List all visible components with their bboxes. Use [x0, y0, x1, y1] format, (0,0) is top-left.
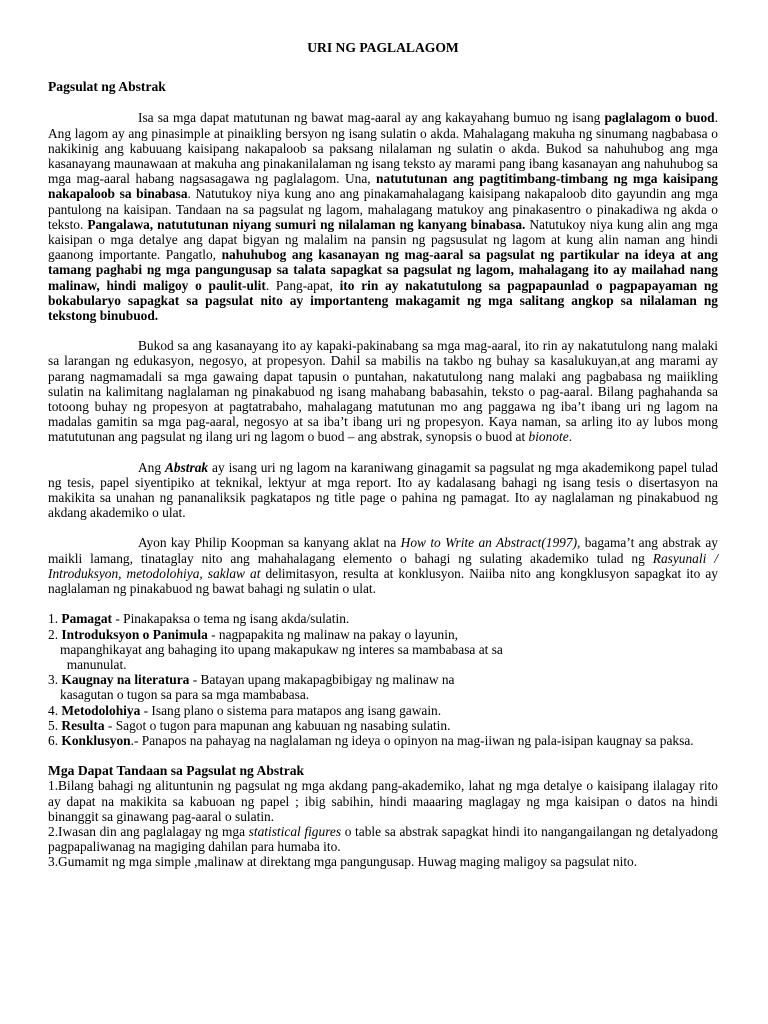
text-run: 2.Iwasan din ang paglalagay ng mga [48, 823, 249, 839]
list-number: 6. [48, 732, 59, 748]
list-term: Kaugnay na literatura [61, 672, 190, 688]
list-desc: - Isang plano o sistema para matapos ang isang gawain. [140, 702, 442, 718]
section-heading: Pagsulat ng Abstrak [48, 79, 166, 95]
text-run: Natutukoy niya kung alin ang mga kaisipan o mga detalye ang dapat bigyan ng malalim na pansin ng pagsusulat ng lagom at kung alin naman ang hindi gaanong importante. Pangatlo, [48, 216, 719, 263]
text-run-italic: statistical figures [248, 823, 342, 839]
list-item-continuation: kasagutan o tugon sa para sa mga mambabasa. [60, 687, 310, 703]
text-run: . Natutukoy niya kung ano ang pinakamahalagang kaisipang nakapaloob dito gayundin ang mga pantulong na kaisipan. Tandaan na sa pagsulat ng lagom, mahalagang matukoy ang pinakasentro o pinakadiwa ng akda o teksto. [48, 186, 718, 232]
list-item [48, 627, 718, 642]
text-run: . [568, 429, 573, 445]
text-run: Ang [138, 459, 165, 475]
list-number: 2. [48, 626, 59, 642]
text-run-bold: ito rin ay nakatutulong sa pagpapaunlad o pagpapayaman ng bokabularyo sapagkat sa pagsulat nito ay importanteng makagamit ng mga salitang angkop sa nilalaman ng tekstong binubuod. [48, 277, 718, 324]
list-desc: - Batayan upang makapagbibigay ng malinaw na [189, 672, 455, 688]
text-run: . Ang lagom ay ang pinasimple at pinaikling bersyon ng isang sulatin o akda. Mahalagang makuha ng sinumang nagbabasa o nakikinig ang kabuuang kaisipang nakapaloob sa paksang nilalaman ng sulatin o akda. Bukod sa nahuhubog ang mga kasanayang maunawaan at makuha ang pinakanilalaman ng isang teksto ay marami pang ibang kasanayan ang nahuhubog sa mga mag-aaral habang nagsasagawa ng paglalagom. Una, [48, 110, 718, 187]
text-run-bold-italic: Abstrak [164, 459, 209, 475]
list-term: Konklusyon [61, 732, 131, 748]
list-term: Introduksyon o Panimula [61, 626, 208, 642]
list-term: Resulta [61, 717, 105, 733]
text-run: . Pang-apat, [265, 277, 340, 293]
text-run: 3.Gumamit ng mga simple ,malinaw at direktang mga pangungusap. Huwag maging maligoy sa pagsulat nito. [48, 854, 638, 870]
text-run-bold: natututunan ang pagtitimbang-timbang ng mga kaisipang nakapaloob sa binabasa [48, 171, 718, 202]
list-desc: - Pinakapaksa o tema ng isang akda/sulatin. [111, 611, 350, 627]
list-item [48, 733, 718, 748]
list-item [48, 672, 718, 687]
list-desc: .- Panapos na pahayag na naglalaman ng ideya o opinyon na mag-iiwan ng pala-isipan kaugnay sa paksa. [130, 732, 694, 748]
list-item [48, 703, 718, 718]
list-term: Metodolohiya [61, 702, 141, 718]
text-run: Ayon kay Philip Koopman sa kanyang aklat na [138, 535, 401, 551]
text-run: ay isang uri ng lagom na karaniwang ginagamit sa pagsulat ng mga akademikong papel tulad ng tesis, papel siyentipiko at teknikal, lektyur at mga report. Ito ay kadalasang bahagi ng isang tesis o disertasyon na makikita sa unahan ng pananaliksik pagkatapos ng title page o pahina ng pamagat. Ito ay naglalaman ng pinakabuod ng akdang akademiko o ulat. [48, 459, 718, 521]
tip-item [48, 778, 718, 824]
list-number: 4. [48, 702, 59, 718]
list-desc: - Sagot o tugon para mapunan ang kabuuan ng nasabing sulatin. [104, 717, 451, 733]
tip-item [48, 854, 718, 869]
list-item [48, 718, 718, 733]
text-run: o table sa abstrak sapagkat hindi ito nangangailangan ng detalyadong pagpapaliwanag na magiging dahilan para humaba ito. [48, 823, 718, 855]
text-run-bold: nahuhubog ang kasanayan ng mag-aaral sa pagsulat ng partikular na ideya at ang tamang paghabi ng mga pangungusap sa talata sapagkat sa pagsulat ng lagom, mahalagang ito ay mailahad nang malinaw, hindi maligoy o paulit-ulit [48, 247, 718, 293]
document-title: URI NG PAGLALAGOM [307, 40, 459, 55]
paragraph-abstrak-definition [48, 460, 718, 521]
paragraph-intro [48, 110, 718, 323]
text-run: delimitasyon, resulta at konklusyon. Naiiba nito ang kongklusyon sapagkat ito ay naglalaman ng pinakabuod ng bawat bahagi ng sulatin o ulat. [48, 565, 719, 597]
text-run-italic: bionote [528, 429, 569, 445]
text-run-bold: paglalagom o buod [604, 110, 715, 126]
paragraph-benefits [48, 338, 718, 444]
list-term: Pamagat [61, 611, 112, 627]
list-number: 5. [48, 717, 59, 733]
text-run: Isa sa mga dapat matutunan ng bawat mag-aaral ay ang kakayahang bumuo ng isang [138, 110, 605, 126]
list-item [48, 611, 718, 626]
paragraph-koopman [48, 535, 718, 596]
list-desc: - nagpapakita ng malinaw na pakay o layunin, [207, 626, 459, 642]
text-run: 1.Bilang bahagi ng alituntunin ng pagsulat ng mga akdang pang-akademiko, lahat ng mga detalye o kaisipang ilalagay rito ay dapat na makikita sa kabuoan ng papel ; ibig sabihin, hindi maaaring maglagay ng mga kaisipan o datos na hindi binanggit sa ginawang pag-aaral o sulatin. [48, 778, 718, 824]
elements-list [48, 611, 718, 748]
tips-heading: Mga Dapat Tandaan sa Pagsulat ng Abstrak [48, 763, 305, 779]
list-item-continuation: mapanghikayat ang bahaging ito upang makapukaw ng interes sa mambabasa at sa [60, 641, 503, 657]
text-run: Bukod sa ang kasanayang ito ay kapaki-pakinabang sa mga mag-aaral, ito rin ay nakatutulong nang malaki sa larangan ng edukasyon, negosyo, at propesyon. Dahil sa mabilis na takbo ng buhay sa kasalukuyan,at ang marami ay parang nagmamadali sa mga gawaing dapat tapusin o puntahan, nakatutulong nang malaki ang pagbabasa ng maiikling sulatin na kalimitang naglalaman ng pinakabuod ng isang mahabang babasahin, teksto o pag-aaral. Bilang paghahanda sa totoong buhay ng propesyon at pagtatrabaho, mahalagang matutunan mo ang paggawa ng iba’t ibang uri ng lagom na madalas gamitin sa mga pag-aaral, negosyo at sa iba’t ibang uri ng propesyon. Kaya naman, sa arling ito ay lubos mong matututunan ang pagsulat ng ilang uri ng lagom o buod – ang abstrak, synopsis o buod at [48, 338, 718, 445]
text-run-italic: Rasyunali / Introduksyon, metodolohiya, saklaw at [48, 550, 718, 581]
text-run: bagama’t ang abstrak ay maikli lamang, tinataglay nito ang mahahalagang elemento o bahagi ng sulating akademiko tulad ng [48, 535, 718, 566]
list-number: 1. [48, 611, 59, 627]
text-run-bold: Pangalawa, natututunan niyang sumuri ng nilalaman ng kanyang binabasa. [87, 216, 526, 232]
list-number: 3. [48, 672, 59, 688]
text-run-italic: How to Write an Abstract(1997), [400, 535, 581, 551]
tip-item [48, 824, 718, 854]
list-item-continuation: manunulat. [60, 656, 127, 672]
